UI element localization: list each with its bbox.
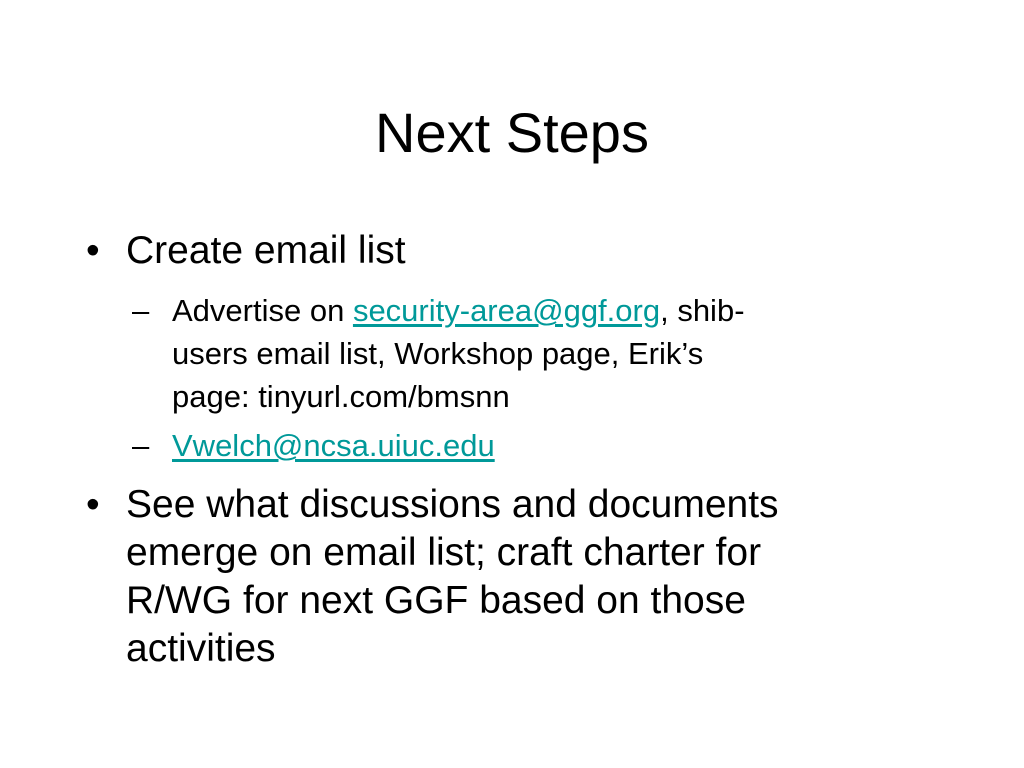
subitem-advertise	[132, 289, 932, 418]
bullet-item-create-email-list	[86, 227, 926, 275]
bullet-line: emerge on email list; craft charter for	[126, 531, 762, 574]
subitem-line	[172, 289, 932, 332]
subitem-text: , shib-	[660, 293, 745, 328]
bullet-icon: •	[86, 229, 100, 272]
subitem-line: users email list, Workshop page, Erik’s	[172, 336, 704, 371]
subitem-text: Advertise on	[172, 293, 353, 328]
subitem-line: page: tinyurl.com/bmsnn	[172, 379, 510, 414]
subitem-contact	[132, 424, 932, 467]
email-link-security-area[interactable]: security-area@ggf.org	[352, 293, 661, 328]
bullet-line: activities	[126, 627, 276, 670]
slide-title: Next Steps	[375, 101, 649, 164]
bullet-item-see-discussions	[86, 481, 926, 673]
bullet-line: See what discussions and documents	[126, 483, 779, 526]
dash-icon: –	[132, 428, 150, 463]
bullet-icon: •	[86, 483, 100, 526]
dash-icon: –	[132, 293, 150, 328]
bullet-line: R/WG for next GGF based on those	[126, 579, 746, 622]
bullet-text: Create email list	[126, 229, 406, 272]
email-link-vwelch[interactable]: Vwelch@ncsa.uiuc.edu	[172, 428, 495, 463]
